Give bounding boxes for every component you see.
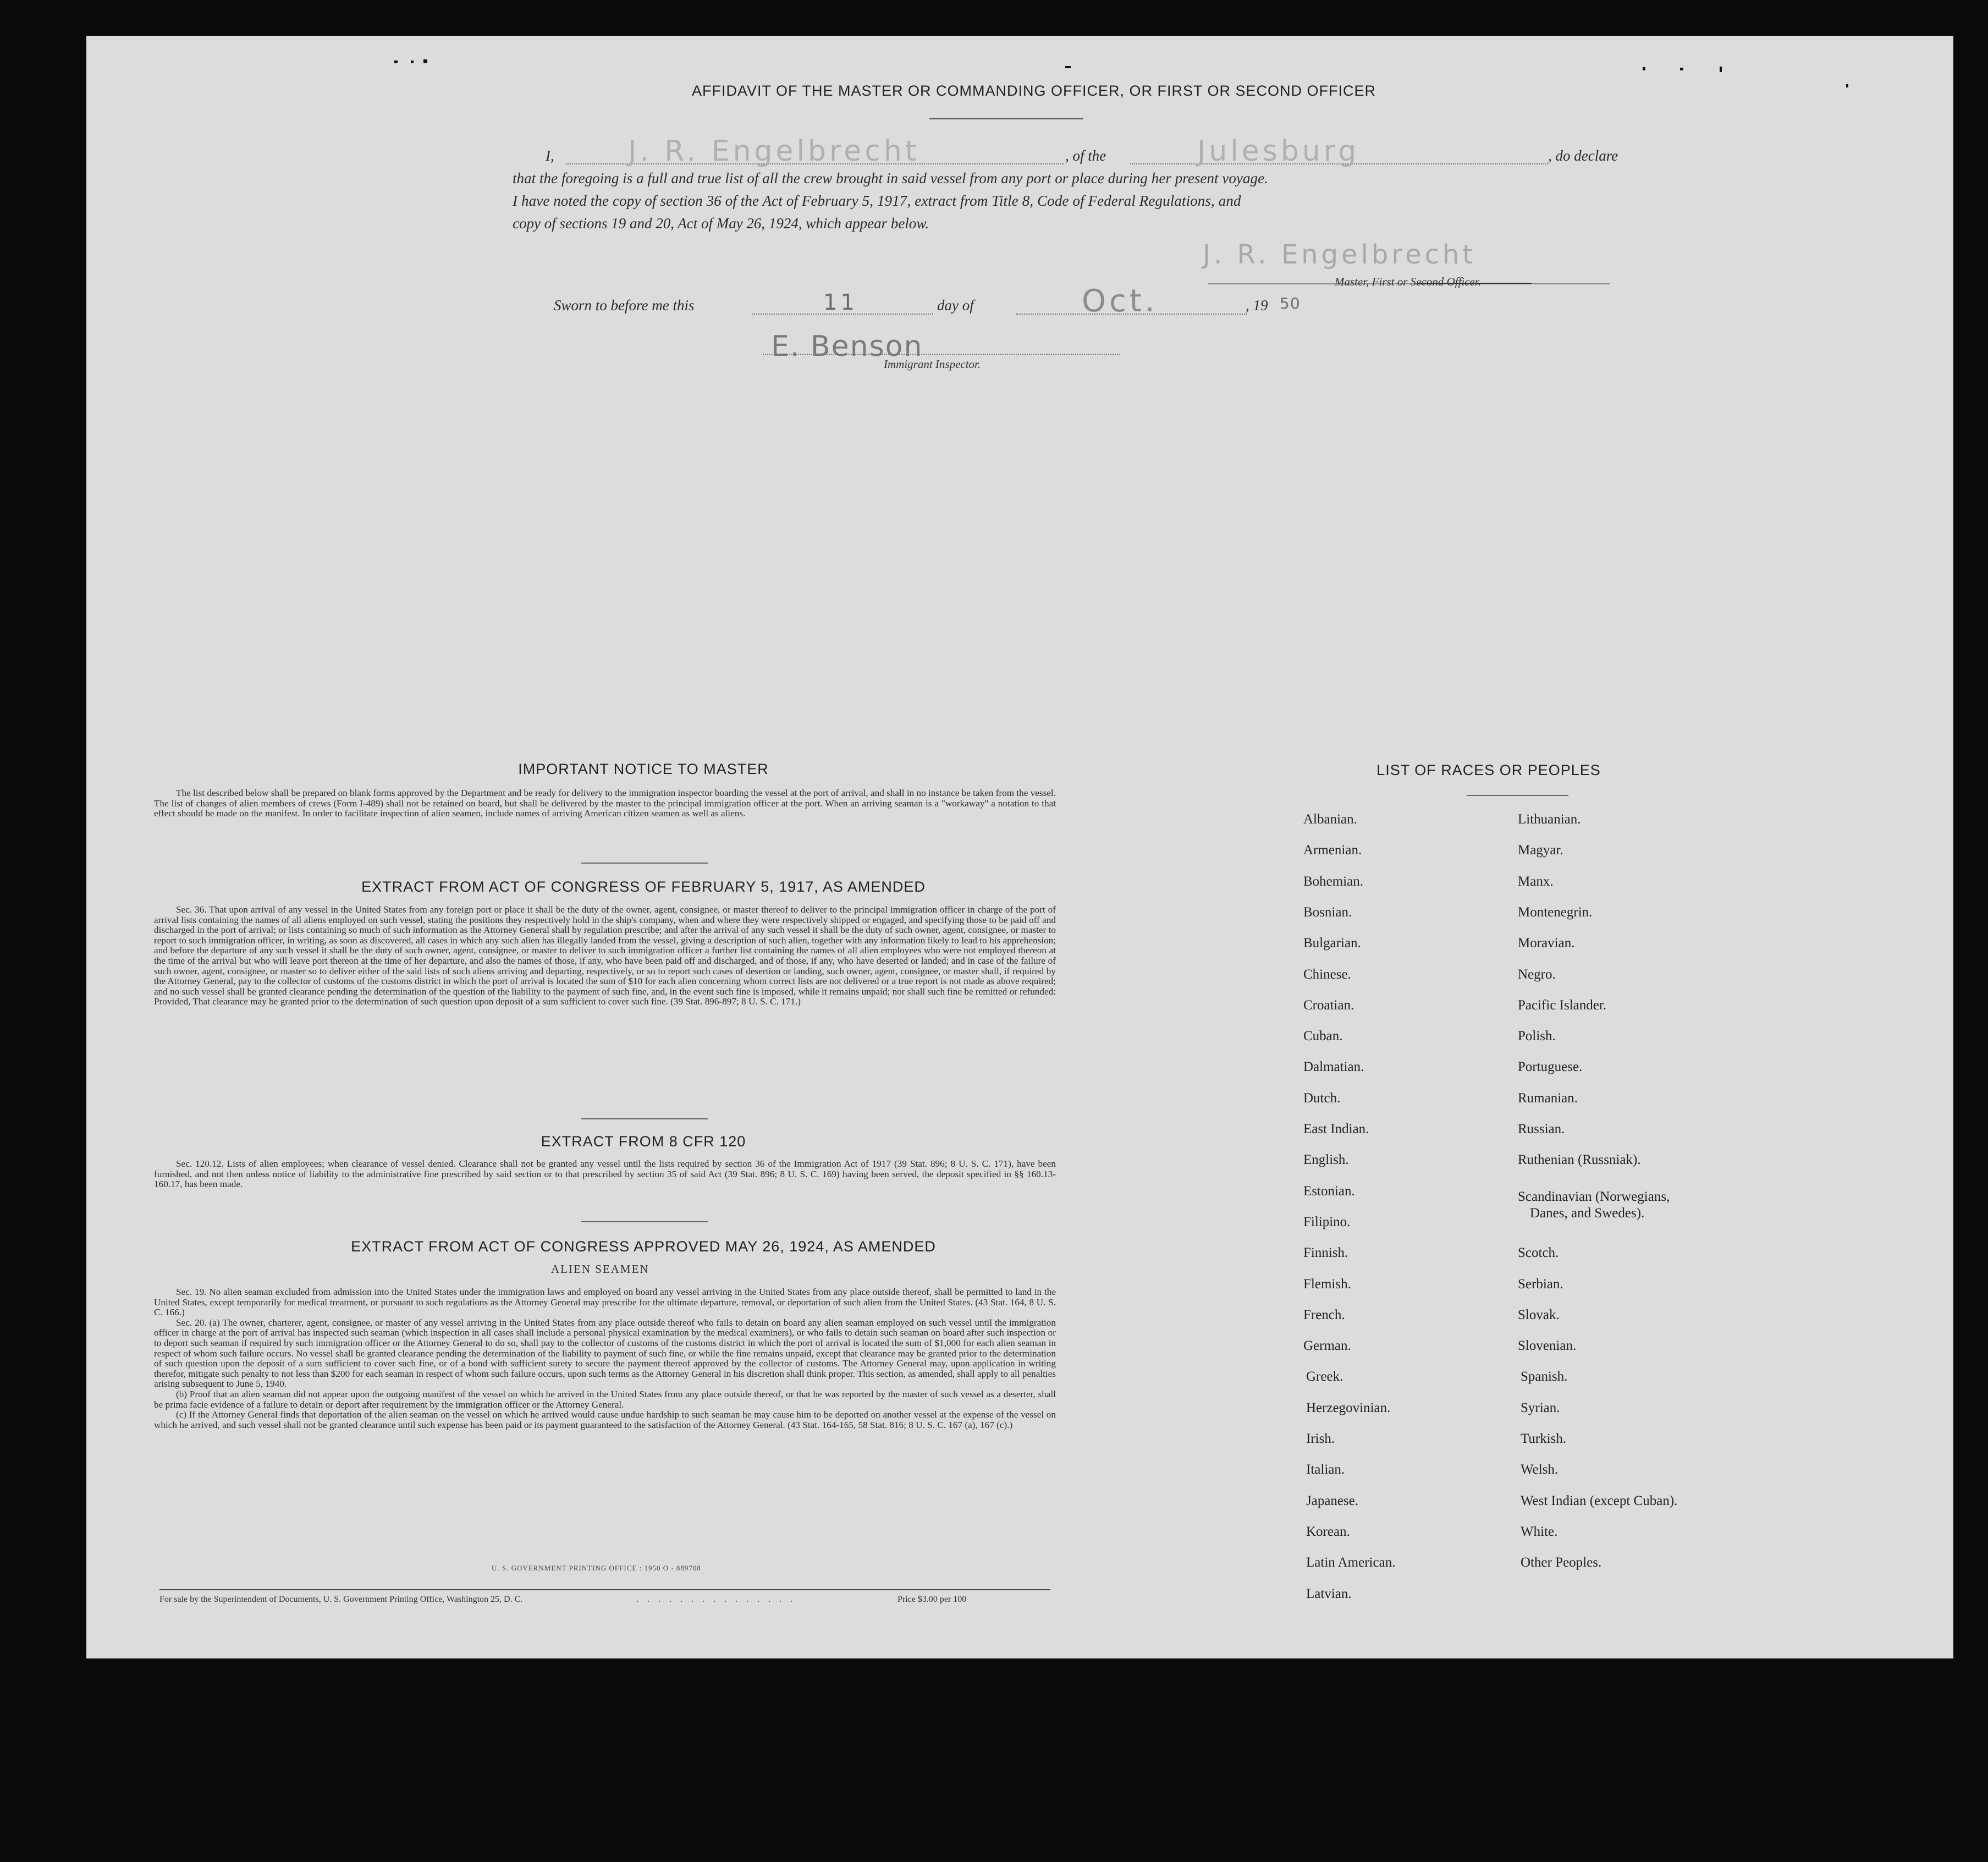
race-item: Herzegovinian.: [1306, 1400, 1391, 1415]
race-item: Welsh.: [1521, 1462, 1559, 1477]
race-item: Italian.: [1306, 1462, 1345, 1477]
race-item: Manx.: [1518, 874, 1554, 889]
race-item: Bohemian.: [1303, 874, 1364, 889]
signature-caption: Master, First or Second Officer.: [1335, 275, 1481, 288]
inspector-caption: Immigrant Inspector.: [884, 358, 981, 371]
inspector-signature: E. Benson: [771, 330, 923, 363]
scan-speck: [1065, 66, 1071, 68]
scan-speck: [423, 59, 427, 63]
race-item: Irish.: [1306, 1431, 1335, 1446]
race-item: Latvian.: [1306, 1586, 1352, 1601]
notice-heading: IMPORTANT NOTICE TO MASTER: [518, 761, 769, 777]
sec-20b-text: (b) Proof that an alien seaman did not appear upon the outgoing manifest of the vessel on which he arrived in the United States from any place outside thereof, or that he was reported by the master of such vessel as a deserter, shall be prima facie evidence of a failure to detain or deport after requirement by the immigration officer or the Attorney General.: [154, 1388, 1056, 1410]
race-item: Slovenian.: [1518, 1338, 1577, 1353]
race-item: German.: [1303, 1338, 1351, 1353]
scan-speck: [1846, 84, 1848, 87]
declaration-i: I,: [546, 147, 554, 164]
race-item: Scotch.: [1518, 1245, 1559, 1260]
footer-leader-dots: . . . . . . . . . . . . . . .: [636, 1595, 796, 1604]
race-item: Latin American.: [1306, 1555, 1396, 1570]
race-item: Greek.: [1306, 1369, 1343, 1384]
document-page: [86, 36, 1953, 1658]
footer-rule: [159, 1589, 1050, 1590]
scan-speck: [1643, 67, 1645, 70]
declaration-line-2: that the foregoing is a full and true list of all the crew brought in said vessel from any port or place during her present voyage.: [513, 170, 1268, 186]
sworn-label: Sworn to before me this: [554, 297, 695, 314]
race-item: French.: [1303, 1308, 1345, 1322]
month-handwritten: Oct.: [1082, 283, 1158, 319]
race-item: Finnish.: [1303, 1245, 1348, 1260]
footer-price: Price $3.00 per 100: [897, 1595, 967, 1604]
cfr-text: Sec. 120.12. Lists of alien employees; when clearance of vessel denied. Clearance shall not be granted any vessel until the lists required by section 36 of the Immigration Act of 1917 (39 Stat. 896; 8 U. S. C. 171), have been furnished, and not then unless notice of liability to the administrative fine prescribed by said section or to that prescribed by section 35 of said Act (39 Stat. 896; 8 U. S. C. 169) having been served, the deposit specified in §§ 160.13-160.17, has been made.: [154, 1158, 1056, 1190]
extract-1924-body: [154, 1287, 1056, 1430]
race-item: Bulgarian.: [1303, 936, 1361, 951]
race-item: Syrian.: [1521, 1400, 1560, 1415]
race-item: Montenegrin.: [1518, 905, 1593, 920]
sec-20a-text: Sec. 20. (a) The owner, charterer, agent, consignee, or master of any vessel arriving in the United States from any place outside thereof who fails to detain on board any alien seaman employed on such vessel until the immigration officer in charge at the port of arrival has inspected such seaman (which inspection in all cases shall include a personal physical examination by the medical examiners), or who fails to detain such seaman on board after such inspection or to deport such seaman if required by such immigration officer or the Attorney General to do so, shall pay to the collector of customs of the customs district in which the port of arrival is located the sum of $1,000 for each alien seaman in respect of whom such failure occurs. No vessel shall be granted clearance pending the determination of the liability to payment of such fine, or while the fine remains unpaid, except that clearance may be granted prior to the determination of such question upon the deposit of a sum sufficient to cover such fine, or of a bond with sufficient surety to secure the payment thereof approved by the collector of customs. The Attorney General may, upon application in writing therefor, mitigate such penalty to not less than $200 for each seaman in respect of whom such failure occurs, upon such terms as the Attorney General in his discretion shall think proper. This section, as amended, shall apply to all penalties arising subsequent to June 5, 1940.: [154, 1317, 1056, 1389]
race-item: Slovak.: [1518, 1308, 1560, 1322]
year-prefix: , 19: [1246, 297, 1268, 314]
gpo-imprint: U. S. GOVERNMENT PRINTING OFFICE : 1950 O - 889708: [492, 1564, 701, 1572]
race-item: Russian.: [1518, 1122, 1565, 1136]
race-item: Dalmatian.: [1303, 1059, 1364, 1074]
alien-seamen-subheading: ALIEN SEAMEN: [551, 1262, 649, 1276]
scan-speck: [1680, 68, 1683, 70]
vessel-name-handwritten: Julesburg: [1197, 135, 1360, 168]
race-item: Rumanian.: [1518, 1091, 1578, 1106]
race-item: Negro.: [1518, 967, 1556, 982]
day-handwritten: 11: [823, 290, 858, 315]
footer-sale-notice: For sale by the Superintendent of Documents, U. S. Government Printing Office, Washington 25, D. C.: [159, 1595, 523, 1604]
notice-divider: [581, 863, 708, 864]
race-item: Dutch.: [1303, 1091, 1341, 1106]
race-item: Ruthenian (Russniak).: [1518, 1152, 1641, 1167]
cfr-heading: EXTRACT FROM 8 CFR 120: [541, 1133, 746, 1150]
race-item: English.: [1303, 1152, 1349, 1167]
race-item: Spanish.: [1521, 1369, 1568, 1384]
of-the-label: , of the: [1065, 147, 1106, 164]
race-item: East Indian.: [1303, 1122, 1369, 1136]
race-item: Lithuanian.: [1518, 812, 1581, 827]
extract-1917-divider: [581, 1118, 708, 1119]
race-item: Croatian.: [1303, 998, 1354, 1013]
affidavit-title: AFFIDAVIT OF THE MASTER OR COMMANDING OFFICER, OR FIRST OR SECOND OFFICER: [691, 83, 1376, 99]
race-item: Other Peoples.: [1521, 1555, 1602, 1570]
extract-1924-heading: EXTRACT FROM ACT OF CONGRESS APPROVED MAY 26, 1924, AS AMENDED: [351, 1238, 936, 1255]
races-divider: [1467, 795, 1568, 796]
notice-text: The list described below shall be prepared on blank forms approved by the Department and be ready for delivery to the immigration inspector boarding the vessel at the port of arrival, and shall in no instance be taken from the vessel. The list of changes of alien members of crews (Form I-489) shall not be retained on board, but shall be delivered by the master to the principal immigration officer at the port. When an arriving seaman is a "workaway" a notation to that effect should be made on the manifest. In order to facilitate inspection of alien seamen, include names of arriving American citizen seamen as well as aliens.: [154, 788, 1056, 819]
declaration-line-4: copy of sections 19 and 20, Act of May 26, 1924, which appear below.: [513, 215, 929, 232]
extract-1917-heading: EXTRACT FROM ACT OF CONGRESS OF FEBRUARY 5, 1917, AS AMENDED: [361, 878, 926, 895]
race-item: Korean.: [1306, 1524, 1350, 1539]
race-item: Serbian.: [1518, 1277, 1563, 1292]
races-heading: LIST OF RACES OR PEOPLES: [1376, 762, 1601, 778]
cfr-body: [154, 1159, 1056, 1190]
race-item: Estonian.: [1303, 1184, 1355, 1199]
race-item: Flemish.: [1303, 1277, 1351, 1292]
inspector-blank: [763, 354, 1120, 355]
race-item: White.: [1521, 1524, 1558, 1539]
extract-1917-text: Sec. 36. That upon arrival of any vessel in the United States from any foreign port or place it shall be the duty of the owner, agent, consignee, or master thereof to deliver to the principal immigration officer in charge of the port of arrival lists containing the names of all aliens employed on such vessel, stating the positions they respectively hold in the ship's company, when and where they were respectively shipped or engaged, and specifying those to be paid off and discharged in the port of arrival; or lists containing so much of such information as the Attorney General shall by regulation prescribe; and after the arrival of any such vessel it shall be the duty of such owner, agent, consignee, or master to report to such immigration officer, in writing, as soon as discovered, all cases in which any such alien has illegally landed from the vessel, giving a description of such alien, together with any information likely to lead to his apprehension; and before the departure of any such vessel it shall be the duty of such owner, agent, consignee, or master to deliver to such immigration officer a further list containing the names of all alien employees who were not employed thereon at the time of the arrival but who will leave port thereon at the time of her departure, and also the names of those, if any, who have been paid off and discharged, and of those, if any, who have deserted or landed; and in case of the failure of such owner, agent, consignee, or master so to deliver either of the said lists of such aliens arriving and departing, respectively, or so to report such cases of desertion or landing, such owner, agent, consignee, or master shall, if required by the Attorney General, pay to the collector of customs of the customs district in which the port of arrival is located the sum of $10 for each alien concerning whom correct lists are not delivered or a true report is not made as above required; and no such vessel shall be granted clearance pending the determination of the question of the liability to the payment of such fine, and, in the event such fine is imposed, while it remains unpaid; nor shall such fine be remitted or refunded: Provided, That clearance may be granted prior to the determination of such question upon deposit of a sum sufficient to cover such fine. (39 Stat. 896-897; 8 U. S. C. 171.): [154, 904, 1056, 1007]
race-item: Japanese.: [1306, 1493, 1359, 1508]
race-item: West Indian (except Cuban).: [1521, 1493, 1678, 1508]
title-divider: [929, 118, 1083, 119]
sec-19-text: Sec. 19. No alien seaman excluded from admission into the United States under the immigration laws and employed on board any vessel arriving in the United States from any place outside thereof, shall be permitted to land in the United States, except temporarily for medical treatment, or pursuant to such regulations as the Attorney General may prescribe for the ultimate departure, removal, or deportation of such alien from the United States. (43 Stat. 164, 8 U. S. C. 166.): [154, 1287, 1056, 1318]
race-item: Polish.: [1518, 1029, 1556, 1043]
race-item: Danes, and Swedes).: [1530, 1206, 1645, 1221]
race-item: Moravian.: [1518, 936, 1575, 951]
sec-20c-text: (c) If the Attorney General finds that deportation of the alien seaman on the vessel on which he arrived would cause undue hardship to such seaman he may cause him to be deported on another vessel at the expense of the vessel on which he arrived, and such vessel shall not be granted clearance until such expense has been paid or its payment guaranteed to the satisfaction of the Attorney General. (43 Stat. 164-165, 58 Stat. 816; 8 U. S. C. 167 (a), 167 (c).): [154, 1409, 1056, 1430]
year-handwritten: 50: [1280, 294, 1301, 312]
race-item: Scandinavian (Norwegians,: [1518, 1189, 1670, 1204]
day-of-label: day of: [937, 297, 974, 314]
extract-1917-body: [154, 905, 1056, 1007]
declaration-line-3: I have noted the copy of section 36 of the Act of February 5, 1917, extract from Title 8, Code of Federal Regulations, and: [513, 193, 1241, 209]
race-item: Filipino.: [1303, 1215, 1351, 1229]
race-item: Magyar.: [1518, 843, 1563, 858]
master-name-handwritten: J. R. Engelbrecht: [628, 135, 920, 168]
master-signature: J. R. Engelbrecht: [1203, 239, 1477, 270]
race-item: Turkish.: [1521, 1431, 1567, 1446]
scan-speck: [1720, 67, 1722, 72]
race-item: Bosnian.: [1303, 905, 1352, 920]
caption-strike: [1417, 283, 1532, 284]
race-item: Chinese.: [1303, 967, 1351, 982]
scan-speck: [394, 61, 398, 63]
race-item: Portuguese.: [1518, 1059, 1583, 1074]
cfr-divider: [581, 1221, 708, 1222]
race-item: Cuban.: [1303, 1029, 1343, 1043]
do-declare-label: , do declare: [1548, 147, 1618, 164]
race-item: Albanian.: [1303, 812, 1357, 827]
scan-speck: [411, 61, 414, 63]
notice-body: [154, 788, 1056, 819]
race-item: Pacific Islander.: [1518, 998, 1607, 1013]
race-item: Armenian.: [1303, 843, 1362, 858]
